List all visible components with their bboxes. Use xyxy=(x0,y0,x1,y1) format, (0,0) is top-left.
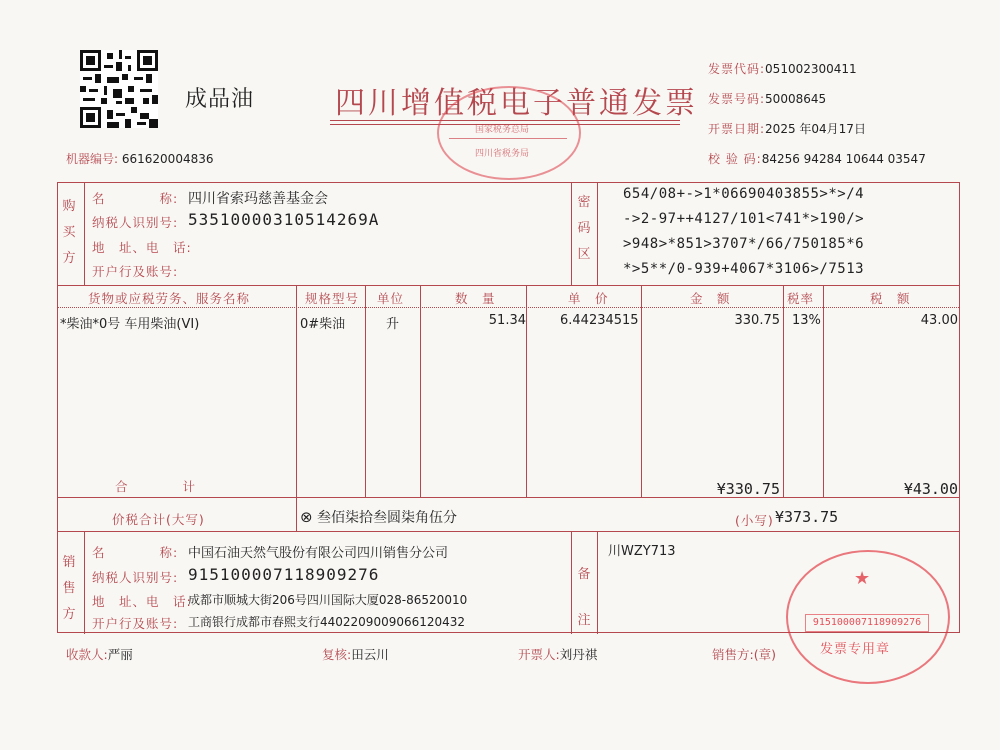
buyer-address-label: 地 址、电 话: xyxy=(92,240,192,255)
item-tax-amount: 43.00 xyxy=(920,313,958,328)
buyer-name: 四川省索玛慈善基金会 xyxy=(188,191,328,207)
issue-date: 开票日期:2025 年04月17日 xyxy=(708,122,866,136)
col-header-tax-amount: 税 额 xyxy=(870,291,911,306)
total-tax: ¥43.00 xyxy=(903,480,958,498)
circle-x-icon: ⊗ xyxy=(300,508,313,526)
seller-section-label: 销 售 方 xyxy=(62,555,76,622)
grand-total-label: 价税合计(大写) xyxy=(112,512,205,527)
seller-address: 成都市顺城大街206号四川国际大厦028-86520010 xyxy=(188,593,468,607)
col-header-amount: 金 额 xyxy=(690,291,731,306)
seller-name: 中国石油天然气股份有限公司四川销售分公司 xyxy=(188,546,449,561)
item-unit-price: 6.44234515 xyxy=(560,313,639,328)
buyer-tax-id-label: 纳税人识别号: xyxy=(92,215,179,230)
col-header-unit: 单位 xyxy=(377,291,405,306)
cipher-line: ->2-97++4127/101<741*>190/> xyxy=(623,211,865,227)
buyer-section-label: 购 买 方 xyxy=(62,199,76,266)
tax-bureau-seal: 国家税务总局 四川省税务局 xyxy=(437,86,581,180)
item-quantity: 51.34 xyxy=(488,313,526,328)
invoice-code: 发票代码:051002300411 xyxy=(708,62,857,76)
grand-total-words: ⊗ 叁佰柒拾叁圆柒角伍分 xyxy=(300,508,458,526)
machine-number: 机器编号: 661620004836 xyxy=(66,152,214,166)
company-invoice-seal: ★ 915100007118909276 发票专用章 xyxy=(786,550,950,684)
seller-tax-id: 915100007118909276 xyxy=(188,565,380,584)
qr-code xyxy=(80,50,158,128)
buyer-name-label: 名 称: xyxy=(92,191,179,206)
buyer-bank-label: 开户行及账号: xyxy=(92,264,179,279)
invoice-title: 四川增值税电子普通发票 xyxy=(335,86,698,121)
seller-stamp-label: 销售方:(章) xyxy=(712,647,776,662)
reviewer: 复核:田云川 xyxy=(322,647,389,662)
item-tax-rate: 13% xyxy=(792,313,821,328)
product-type-label: 成品油 xyxy=(185,87,255,112)
payee: 收款人:严丽 xyxy=(66,647,133,662)
cipher-line: 654/08+->1*06690403855>*>/4 xyxy=(623,186,865,202)
col-header-quantity: 数 量 xyxy=(455,291,496,306)
total-label: 合 计 xyxy=(115,479,197,494)
cipher-line: *>5**/0-939+4067*3106>/7513 xyxy=(623,261,865,277)
cipher-section-label: 密 码 区 xyxy=(577,195,591,262)
seller-name-label: 名 称: xyxy=(92,545,179,560)
grand-total-small-label: (小写) xyxy=(735,513,774,528)
item-name: *柴油*0号 车用柴油(VI) xyxy=(60,317,200,332)
item-amount: 330.75 xyxy=(734,313,780,328)
remarks-section-label: 备 注 xyxy=(577,567,591,628)
item-spec: 0#柴油 xyxy=(300,317,346,332)
buyer-tax-id: 53510000310514269A xyxy=(188,210,380,229)
remarks-text: 川WZY713 xyxy=(608,544,676,559)
col-header-tax-rate: 税率 xyxy=(787,291,815,306)
grand-total-small-value: ¥373.75 xyxy=(775,508,839,526)
seller-bank: 工商银行成都市春熙支行4402209009066120432 xyxy=(188,615,466,629)
check-code: 校 验 码:84256 94284 10644 03547 xyxy=(708,152,926,166)
col-header-unit-price: 单 价 xyxy=(568,291,609,306)
invoice-number: 发票号码:50008645 xyxy=(708,92,827,106)
seller-bank-label: 开户行及账号: xyxy=(92,616,179,631)
col-header-item-name: 货物或应税劳务、服务名称 xyxy=(88,291,251,306)
seller-tax-id-label: 纳税人识别号: xyxy=(92,570,179,585)
seller-address-label: 地 址、电 话: xyxy=(92,594,192,609)
item-unit: 升 xyxy=(386,317,400,332)
total-amount: ¥330.75 xyxy=(716,480,780,498)
col-header-spec: 规格型号 xyxy=(305,291,360,306)
drawer: 开票人:刘丹祺 xyxy=(518,647,598,662)
cipher-line: >948>*851>3707*/66/750185*6 xyxy=(623,236,865,252)
